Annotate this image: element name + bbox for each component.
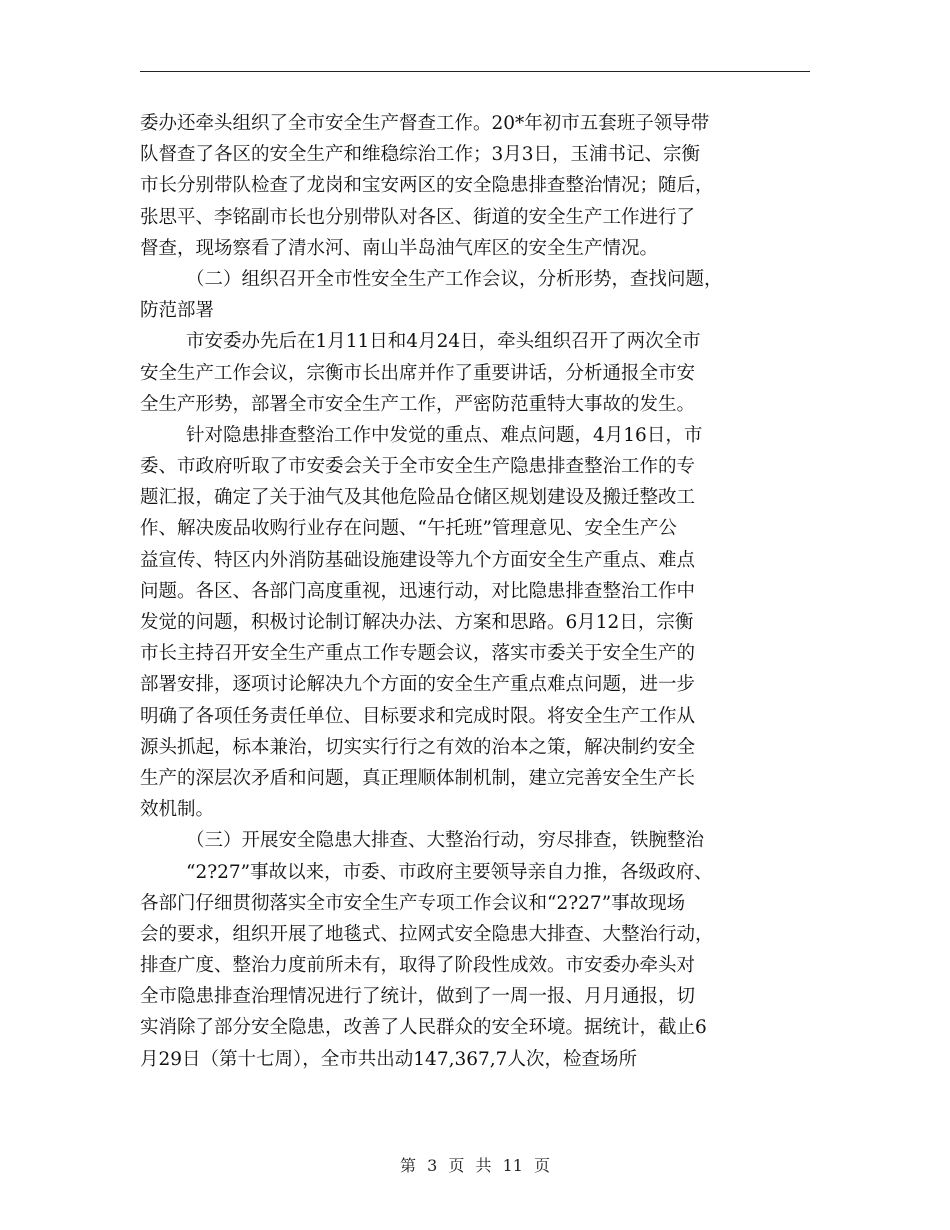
footer-total-word: 共 — [475, 1156, 492, 1175]
page-footer — [0, 1153, 950, 1176]
document-body — [140, 108, 812, 1075]
text-line: 队督查了各区的安全生产和维稳综治工作；3月3日，玉浦书记、宗衡 — [140, 144, 701, 166]
text-line: 委、市政府听取了市安委会关于全市安全生产隐患排查整治工作的专 — [140, 456, 696, 478]
text-line: 全市隐患排查治理情况进行了统计，做到了一周一报、月月通报，切 — [140, 986, 696, 1008]
text-line: 督查，现场察看了清水河、南山半岛油气库区的安全生产情况。 — [140, 237, 659, 259]
text-line: 生产的深层次矛盾和问题，真正理顺体制机制，建立完善安全生产长 — [140, 767, 696, 789]
footer-prefix: 第 — [399, 1156, 416, 1175]
text-line: 会的要求，组织开展了地毯式、拉网式安全隐患大排查、大整治行动， — [140, 923, 714, 945]
text-line: 市安委办先后在1月11日和4月24日，牵头组织召开了两次全市 — [186, 331, 701, 353]
text-line: “2?27”事故以来，市委、市政府主要领导亲自力推，各级政府、 — [186, 861, 713, 883]
text-line: 排查广度、整治力度前所未有，取得了阶段性成效。市安委办牵头对 — [140, 955, 696, 977]
text-line: 针对隐患排查整治工作中发觉的重点、难点问题，4月16日，市 — [186, 424, 703, 446]
text-line: 发觉的问题，积极讨论制订解决办法、方案和思路。6月12日，宗衡 — [140, 612, 694, 633]
text-line: 全生产形势，部署全市安全生产工作，严密防范重特大事故的发生。 — [140, 393, 696, 415]
text-line: 作、解决废品收购行业存在问题、“午托班”管理意见、安全生产公 — [140, 518, 677, 540]
text-line: 市长主持召开安全生产重点工作专题会议，落实市委关于安全生产的 — [140, 643, 696, 665]
text-line: 源头抓起，标本兼治，切实实行行之有效的治本之策，解决制约安全 — [140, 736, 696, 758]
text-line: 明确了各项任务责任单位、目标要求和完成时限。将安全生产工作从 — [140, 705, 696, 727]
text-line: 防范部署 — [140, 300, 215, 322]
text-line: 月29日（第十七周），全市共出动147,367,7人次，检查场所 — [140, 1048, 637, 1070]
text-line: 部署安排，逐项讨论解决九个方面的安全生产重点难点问题，进一步 — [140, 674, 696, 696]
text-line: 实消除了部分安全隐患，改善了人民群众的安全环境。据统计，截止6 — [140, 1017, 707, 1039]
text-line: 题汇报，确定了关于油气及其他危险品仓储区规划建设及搬迁整改工 — [140, 487, 696, 509]
text-line: （二）组织召开全市性安全生产工作会议，分析形势，查找问题， — [186, 268, 723, 290]
text-line: （三）开展安全隐患大排查、大整治行动，穷尽排查，铁腕整治 — [186, 830, 705, 852]
text-line: 各部门仔细贯彻落实全市安全生产专项工作会议和“2?27”事故现场 — [140, 892, 686, 914]
text-line: 委办还牵头组织了全市安全生产督查工作。20*年初市五套班子领导带 — [140, 113, 710, 134]
text-line: 张思平、李铭副市长也分别带队对各区、街道的安全生产工作进行了 — [140, 206, 696, 228]
text-line: 效机制。 — [140, 799, 215, 821]
total-pages-number: 11 — [502, 1156, 523, 1175]
header-rule — [140, 71, 810, 72]
footer-page-word: 页 — [448, 1156, 465, 1175]
text-line: 益宣传、特区内外消防基础设施建设等九个方面安全生产重点、难点 — [140, 549, 696, 571]
current-page-number: 3 — [427, 1156, 438, 1175]
text-line: 安全生产工作会议，宗衡市长出席并作了重要讲话，分析通报全市安 — [140, 362, 696, 384]
text-line: 市长分别带队检查了龙岗和宝安两区的安全隐患排查整治情况；随后， — [140, 175, 714, 197]
footer-suffix: 页 — [534, 1156, 551, 1175]
text-line: 问题。各区、各部门高度重视，迅速行动，对比隐患排查整治工作中 — [140, 580, 696, 602]
